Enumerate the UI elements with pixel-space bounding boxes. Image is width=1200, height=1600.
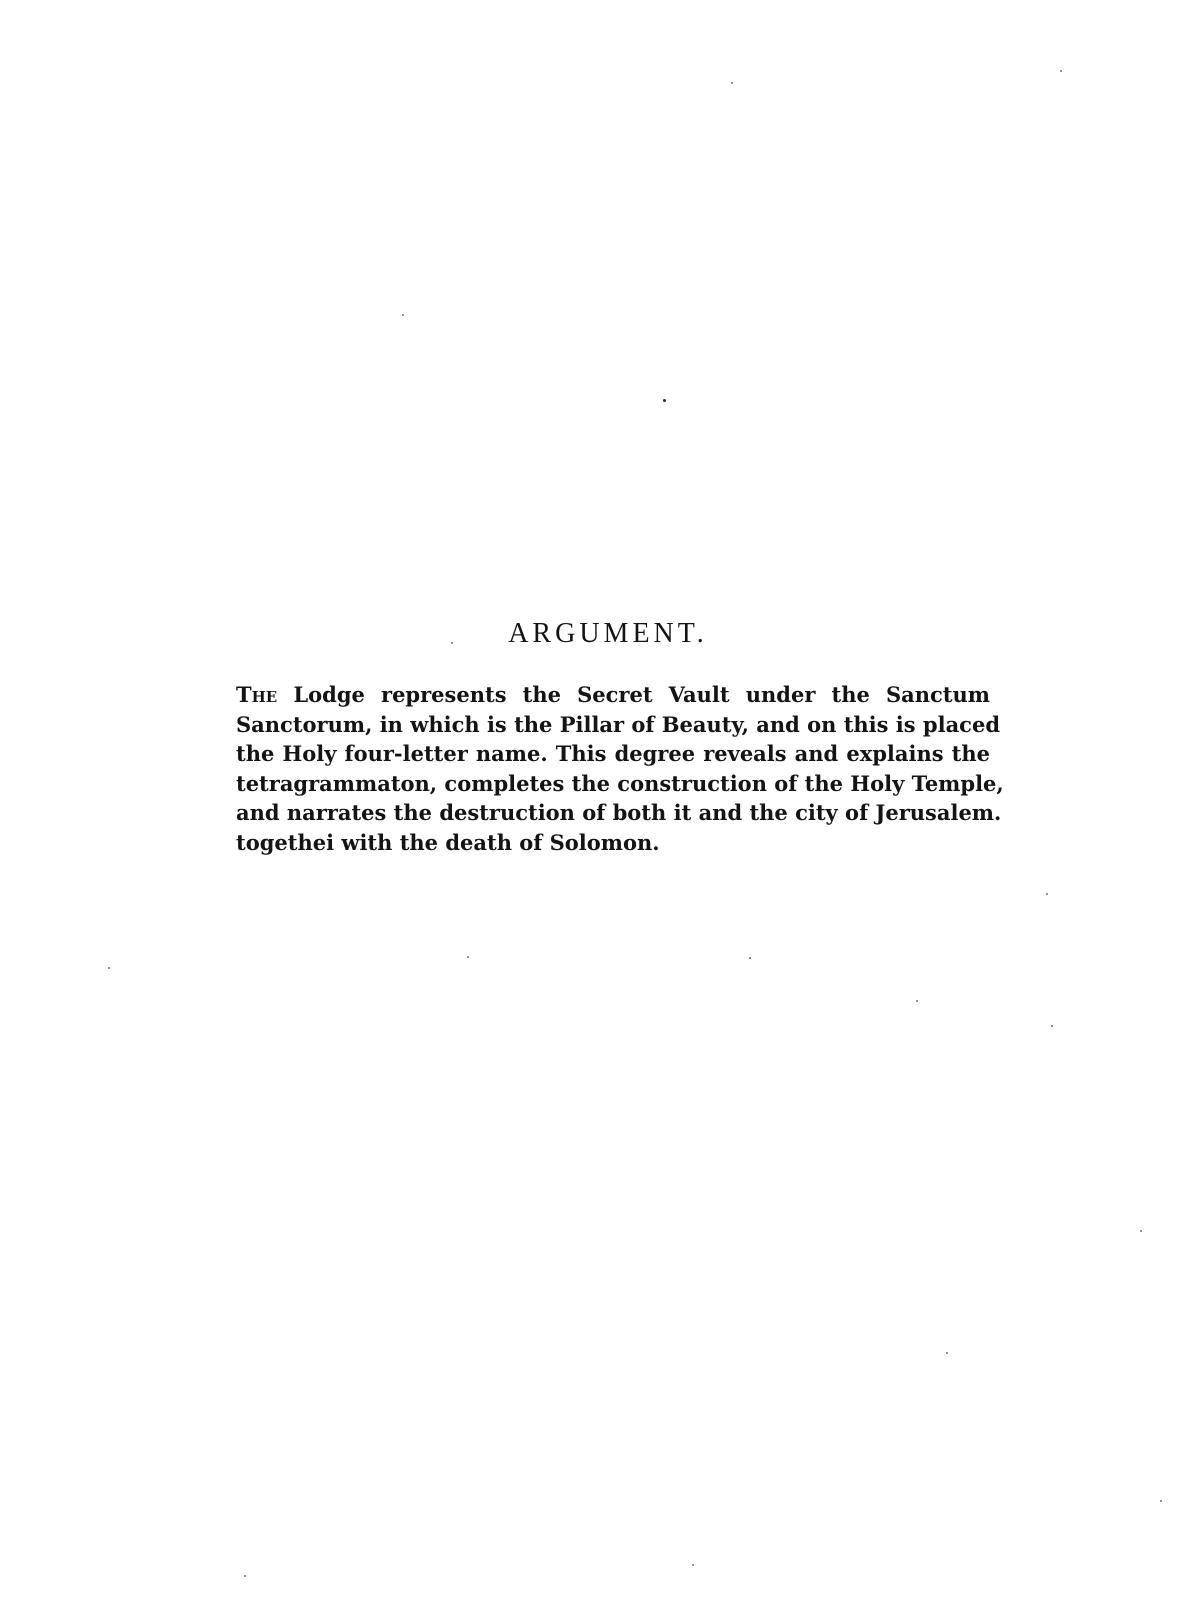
scan-speck [731,82,733,84]
paragraph-line-3: the Holy four-letter name. This degree reveals and explains the [236,741,990,766]
scan-speck [1140,1230,1142,1232]
scan-speck [402,314,404,316]
lead-word: The [236,682,278,707]
scan-speck [451,642,453,644]
scan-speck [244,1575,246,1577]
scan-speck [467,956,469,958]
paragraph-line-1 [236,680,990,710]
paragraph-line-4: tetragrammaton, completes the construction of the Holy Temple, [236,770,1004,796]
scan-speck [1051,1025,1053,1027]
scan-speck [1046,893,1048,895]
line-text: Lodge represents the Secret Vault under the Sanctum [277,682,990,707]
paragraph-line-6: togethei with the death of Solomon. [236,829,660,855]
paragraph-line-5: and narrates the destruction of both it and the city of Jerusalem. [236,800,1002,825]
scan-speck [916,1000,918,1002]
scan-speck [1060,70,1062,72]
scan-speck [749,957,751,959]
scan-speck [1160,1500,1162,1502]
scan-speck [692,1564,694,1566]
paragraph-line-2: Sanctorum, in which is the Pillar of Beauty, and on this is placed [236,711,1001,737]
scan-speck [108,967,110,969]
argument-paragraph [236,680,1004,857]
scan-speck [946,1352,948,1354]
scan-speck [663,399,666,402]
page-heading: ARGUMENT. [508,618,708,649]
